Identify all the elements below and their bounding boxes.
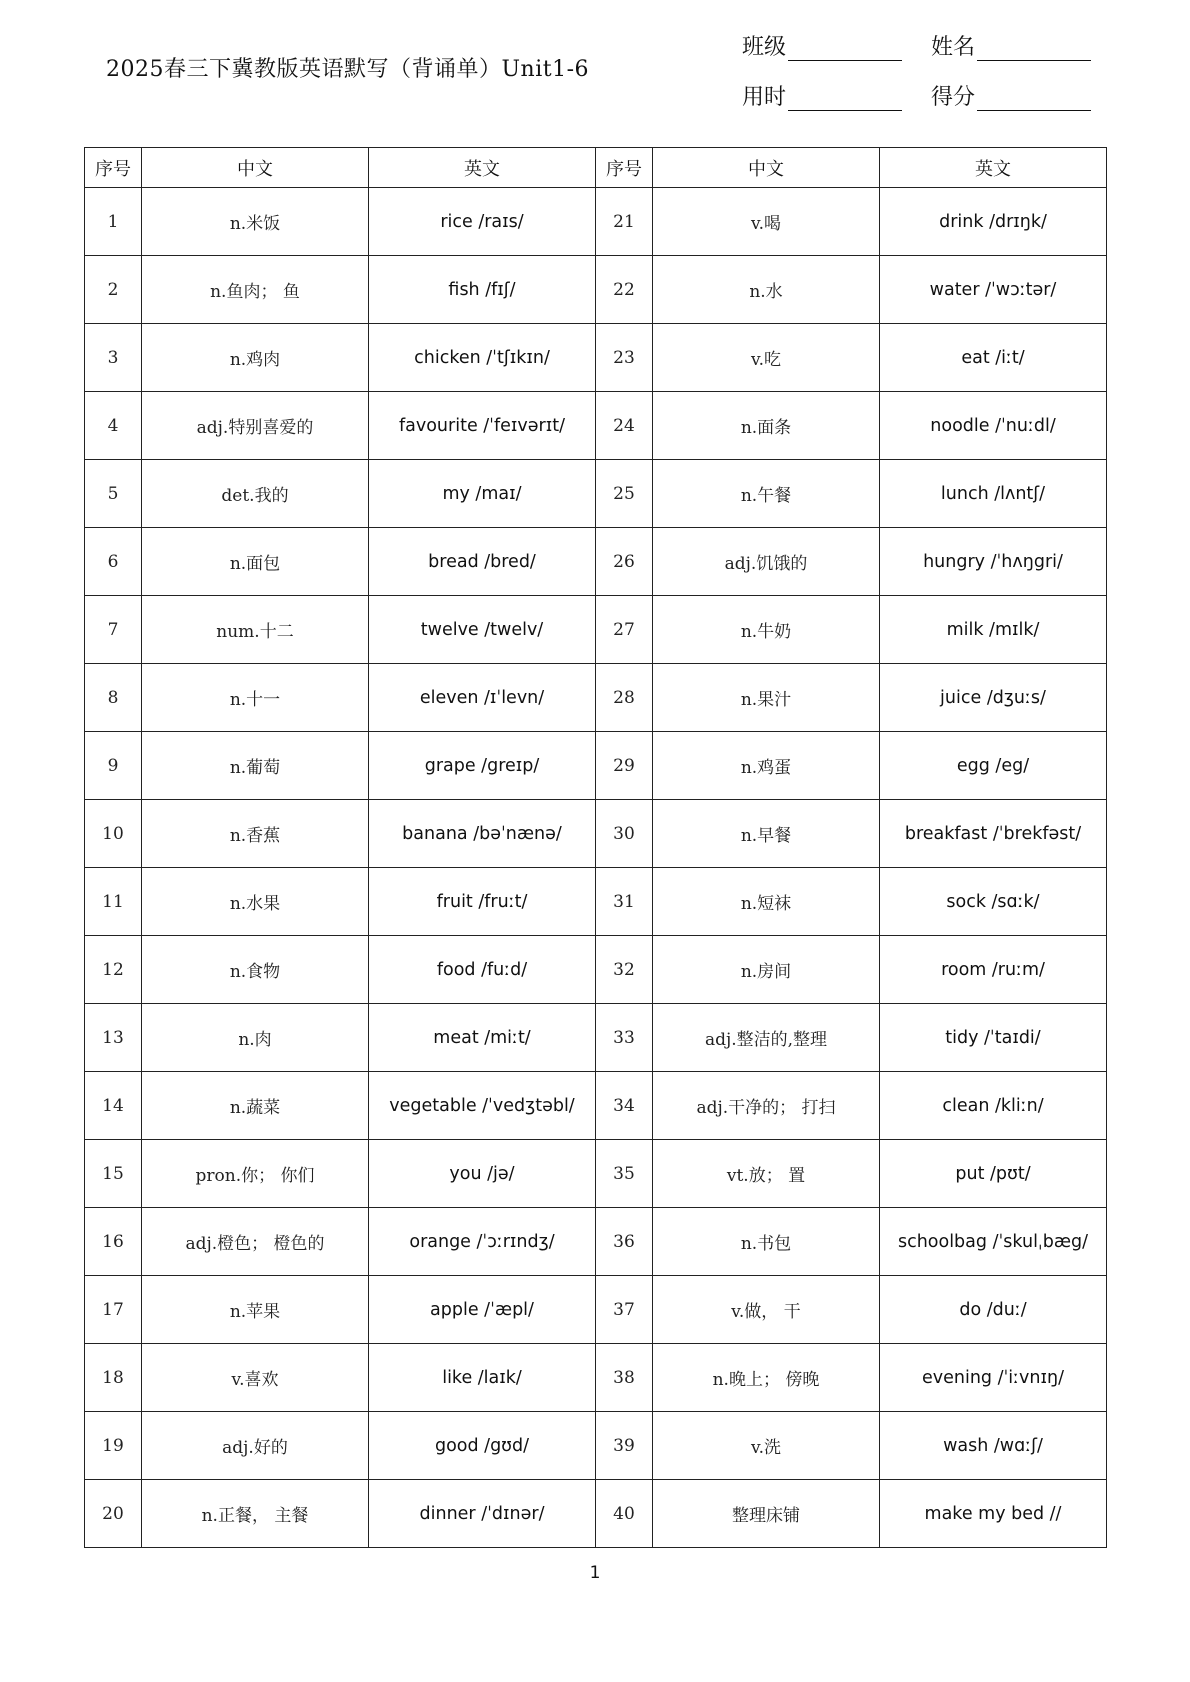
header-english-right: 英文 <box>880 148 1107 188</box>
chinese-cell-right: n.短袜 <box>653 868 880 936</box>
english-cell-right: lunch /lʌntʃ/ <box>880 460 1107 528</box>
chinese-cell-left: n.米饭 <box>142 188 369 256</box>
table-row <box>85 1072 1107 1140</box>
table-row <box>85 256 1107 324</box>
page-title: 2025春三下冀教版英语默写（背诵单）Unit1-6 <box>106 57 590 82</box>
english-cell-left: grape /greɪp/ <box>369 732 596 800</box>
chinese-cell-right: n.果汁 <box>653 664 880 732</box>
row-number-left: 5 <box>85 460 142 528</box>
english-cell-left: banana /bəˈnænə/ <box>369 800 596 868</box>
row-number-left: 6 <box>85 528 142 596</box>
table-row <box>85 936 1107 1004</box>
english-cell-left: dinner /ˈdɪnər/ <box>369 1480 596 1548</box>
table-row <box>85 392 1107 460</box>
chinese-cell-right: n.午餐 <box>653 460 880 528</box>
english-cell-left: food /fuːd/ <box>369 936 596 1004</box>
row-number-left: 13 <box>85 1004 142 1072</box>
header-chinese-right: 中文 <box>653 148 880 188</box>
english-cell-left: bread /bred/ <box>369 528 596 596</box>
chinese-cell-right: n.水 <box>653 256 880 324</box>
chinese-cell-left: v.喜欢 <box>142 1344 369 1412</box>
name-blank[interactable] <box>977 38 1091 61</box>
row-number-left: 8 <box>85 664 142 732</box>
chinese-cell-left: n.正餐， 主餐 <box>142 1480 369 1548</box>
english-cell-right: eat /iːt/ <box>880 324 1107 392</box>
english-cell-right: schoolbag /ˈskulˌbæg/ <box>880 1208 1107 1276</box>
row-number-right: 32 <box>596 936 653 1004</box>
english-cell-left: rice /raɪs/ <box>369 188 596 256</box>
row-number-right: 21 <box>596 188 653 256</box>
row-number-left: 9 <box>85 732 142 800</box>
english-cell-left: you /jə/ <box>369 1140 596 1208</box>
header-number-left: 序号 <box>85 148 142 188</box>
chinese-cell-left: adj.好的 <box>142 1412 369 1480</box>
row-number-left: 16 <box>85 1208 142 1276</box>
row-number-right: 29 <box>596 732 653 800</box>
chinese-cell-left: n.水果 <box>142 868 369 936</box>
english-cell-right: hungry /ˈhʌŋgri/ <box>880 528 1107 596</box>
chinese-cell-left: n.十一 <box>142 664 369 732</box>
english-cell-right: evening /ˈiːvnɪŋ/ <box>880 1344 1107 1412</box>
table-row <box>85 460 1107 528</box>
chinese-cell-left: n.香蕉 <box>142 800 369 868</box>
class-label: 班级 <box>742 35 787 60</box>
vocab-table <box>84 147 1107 1548</box>
english-cell-right: milk /mɪlk/ <box>880 596 1107 664</box>
chinese-cell-right: n.房间 <box>653 936 880 1004</box>
row-number-right: 25 <box>596 460 653 528</box>
row-number-right: 39 <box>596 1412 653 1480</box>
english-cell-right: clean /kliːn/ <box>880 1072 1107 1140</box>
row-number-left: 19 <box>85 1412 142 1480</box>
row-number-left: 20 <box>85 1480 142 1548</box>
page-number: 1 <box>589 1563 601 1583</box>
english-cell-right: juice /dʒuːs/ <box>880 664 1107 732</box>
chinese-cell-left: det.我的 <box>142 460 369 528</box>
english-cell-left: favourite /ˈfeɪvərɪt/ <box>369 392 596 460</box>
english-cell-left: vegetable /ˈvedʒtəbl/ <box>369 1072 596 1140</box>
chinese-cell-left: n.鱼肉； 鱼 <box>142 256 369 324</box>
score-blank[interactable] <box>977 88 1091 111</box>
table-row <box>85 868 1107 936</box>
chinese-cell-right: vt.放； 置 <box>653 1140 880 1208</box>
row-number-left: 17 <box>85 1276 142 1344</box>
row-number-left: 10 <box>85 800 142 868</box>
time-field <box>742 80 902 111</box>
row-number-right: 40 <box>596 1480 653 1548</box>
score-label: 得分 <box>931 85 976 110</box>
name-label: 姓名 <box>931 35 976 60</box>
table-row <box>85 188 1107 256</box>
chinese-cell-right: adj.干净的； 打扫 <box>653 1072 880 1140</box>
chinese-cell-left: adj.橙色； 橙色的 <box>142 1208 369 1276</box>
row-number-right: 26 <box>596 528 653 596</box>
class-field <box>742 30 902 61</box>
table-row <box>85 1344 1107 1412</box>
english-cell-left: my /maɪ/ <box>369 460 596 528</box>
row-number-right: 28 <box>596 664 653 732</box>
english-cell-right: water /ˈwɔːtər/ <box>880 256 1107 324</box>
chinese-cell-right: 整理床铺 <box>653 1480 880 1548</box>
header-chinese-left: 中文 <box>142 148 369 188</box>
chinese-cell-right: n.面条 <box>653 392 880 460</box>
chinese-cell-left: n.蔬菜 <box>142 1072 369 1140</box>
header-number-right: 序号 <box>596 148 653 188</box>
row-number-left: 11 <box>85 868 142 936</box>
table-row <box>85 732 1107 800</box>
chinese-cell-right: v.喝 <box>653 188 880 256</box>
time-label: 用时 <box>742 85 787 110</box>
row-number-left: 2 <box>85 256 142 324</box>
table-row <box>85 324 1107 392</box>
table-row <box>85 528 1107 596</box>
chinese-cell-right: n.书包 <box>653 1208 880 1276</box>
row-number-right: 27 <box>596 596 653 664</box>
row-number-right: 37 <box>596 1276 653 1344</box>
chinese-cell-left: adj.特别喜爱的 <box>142 392 369 460</box>
chinese-cell-right: v.吃 <box>653 324 880 392</box>
row-number-right: 24 <box>596 392 653 460</box>
table-row <box>85 1276 1107 1344</box>
row-number-left: 18 <box>85 1344 142 1412</box>
english-cell-right: room /ruːm/ <box>880 936 1107 1004</box>
english-cell-right: do /duː/ <box>880 1276 1107 1344</box>
english-cell-left: twelve /twelv/ <box>369 596 596 664</box>
row-number-left: 3 <box>85 324 142 392</box>
table-row <box>85 1140 1107 1208</box>
row-number-left: 14 <box>85 1072 142 1140</box>
row-number-left: 7 <box>85 596 142 664</box>
name-field <box>931 30 1091 61</box>
table-row <box>85 1208 1107 1276</box>
english-cell-left: fish /fɪʃ/ <box>369 256 596 324</box>
row-number-left: 1 <box>85 188 142 256</box>
chinese-cell-right: adj.整洁的,整理 <box>653 1004 880 1072</box>
english-cell-left: chicken /ˈtʃɪkɪn/ <box>369 324 596 392</box>
english-cell-right: make my bed // <box>880 1480 1107 1548</box>
header-english-left: 英文 <box>369 148 596 188</box>
chinese-cell-right: v.洗 <box>653 1412 880 1480</box>
table-row <box>85 1480 1107 1548</box>
chinese-cell-left: n.葡萄 <box>142 732 369 800</box>
english-cell-left: apple /ˈæpl/ <box>369 1276 596 1344</box>
row-number-left: 12 <box>85 936 142 1004</box>
row-number-right: 33 <box>596 1004 653 1072</box>
row-number-right: 22 <box>596 256 653 324</box>
table-row <box>85 1412 1107 1480</box>
chinese-cell-left: n.食物 <box>142 936 369 1004</box>
chinese-cell-left: num.十二 <box>142 596 369 664</box>
table-row <box>85 664 1107 732</box>
english-cell-left: good /gʊd/ <box>369 1412 596 1480</box>
score-field <box>931 80 1091 111</box>
row-number-right: 31 <box>596 868 653 936</box>
english-cell-left: meat /miːt/ <box>369 1004 596 1072</box>
chinese-cell-right: n.鸡蛋 <box>653 732 880 800</box>
row-number-left: 4 <box>85 392 142 460</box>
row-number-right: 30 <box>596 800 653 868</box>
chinese-cell-right: n.牛奶 <box>653 596 880 664</box>
english-cell-right: breakfast /ˈbrekfəst/ <box>880 800 1107 868</box>
english-cell-right: noodle /ˈnuːdl/ <box>880 392 1107 460</box>
class-blank[interactable] <box>788 38 902 61</box>
table-row <box>85 596 1107 664</box>
chinese-cell-right: n.晚上； 傍晚 <box>653 1344 880 1412</box>
english-cell-left: like /laɪk/ <box>369 1344 596 1412</box>
english-cell-right: wash /wɑːʃ/ <box>880 1412 1107 1480</box>
english-cell-right: tidy /ˈtaɪdi/ <box>880 1004 1107 1072</box>
row-number-right: 38 <box>596 1344 653 1412</box>
chinese-cell-right: v.做， 干 <box>653 1276 880 1344</box>
table-row <box>85 800 1107 868</box>
english-cell-right: egg /eg/ <box>880 732 1107 800</box>
chinese-cell-left: n.面包 <box>142 528 369 596</box>
row-number-right: 35 <box>596 1140 653 1208</box>
chinese-cell-left: n.鸡肉 <box>142 324 369 392</box>
row-number-right: 23 <box>596 324 653 392</box>
english-cell-right: drink /drɪŋk/ <box>880 188 1107 256</box>
time-blank[interactable] <box>788 88 902 111</box>
chinese-cell-right: n.早餐 <box>653 800 880 868</box>
header-row <box>85 148 1107 188</box>
chinese-cell-right: adj.饥饿的 <box>653 528 880 596</box>
row-number-right: 34 <box>596 1072 653 1140</box>
chinese-cell-left: n.苹果 <box>142 1276 369 1344</box>
chinese-cell-left: pron.你； 你们 <box>142 1140 369 1208</box>
chinese-cell-left: n.肉 <box>142 1004 369 1072</box>
row-number-right: 36 <box>596 1208 653 1276</box>
row-number-left: 15 <box>85 1140 142 1208</box>
english-cell-right: sock /sɑːk/ <box>880 868 1107 936</box>
english-cell-left: orange /ˈɔːrɪndʒ/ <box>369 1208 596 1276</box>
english-cell-right: put /pʊt/ <box>880 1140 1107 1208</box>
table-row <box>85 1004 1107 1072</box>
english-cell-left: eleven /ɪˈlevn/ <box>369 664 596 732</box>
english-cell-left: fruit /fruːt/ <box>369 868 596 936</box>
